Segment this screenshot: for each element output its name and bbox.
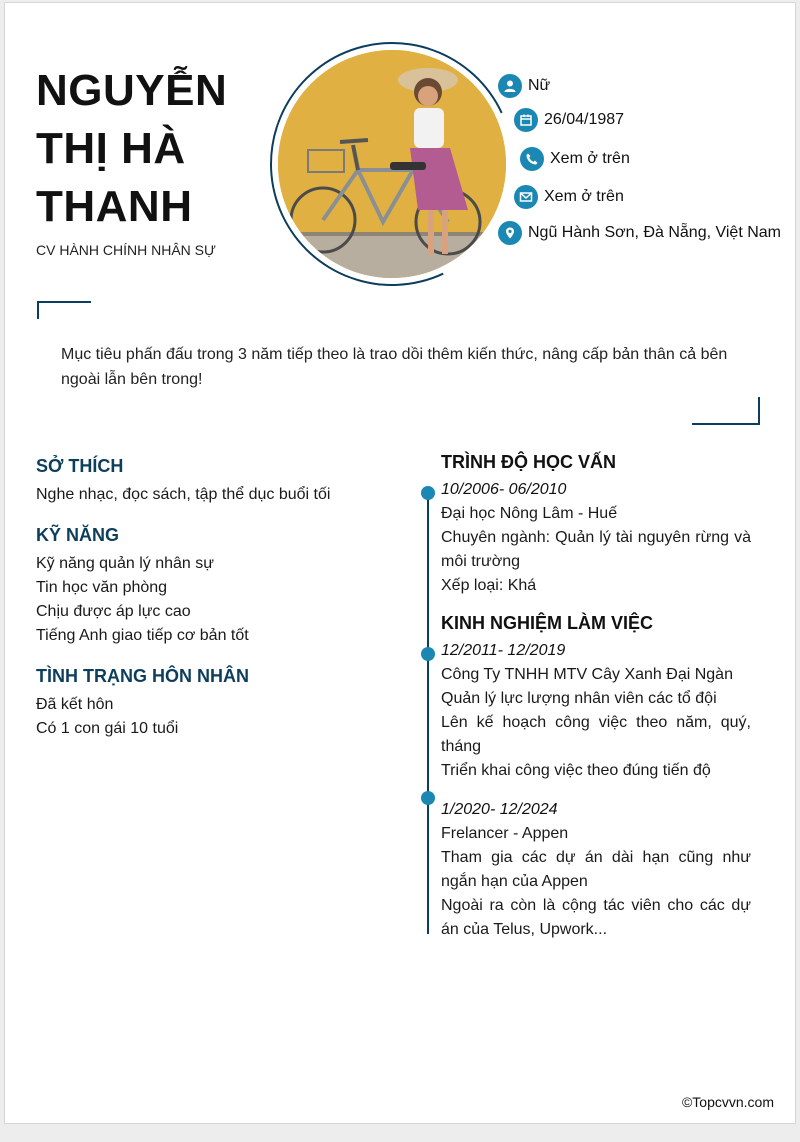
gender-value: Nữ — [528, 77, 551, 94]
skill-item: Tiếng Anh giao tiếp cơ bản tốt — [36, 627, 249, 644]
marital-item: Có 1 con gái 10 tuổi — [36, 720, 179, 737]
experience-entry — [441, 639, 751, 783]
footer-credit: ©Topcvvn.com — [681, 1094, 774, 1110]
education-major: Chuyên ngành: Quản lý tài nguyên rừng và môi trường — [441, 529, 751, 570]
timeline-dot — [421, 647, 435, 661]
timeline-dot — [421, 791, 435, 805]
email-icon — [514, 185, 538, 209]
job-line: Frelancer - Appen — [441, 825, 569, 842]
skill-item: Kỹ năng quản lý nhân sự — [36, 555, 214, 572]
cv-title: CV HÀNH CHÍNH NHÂN SỰ — [36, 242, 216, 258]
experience-title: KINH NGHIỆM LÀM VIỆC — [441, 613, 654, 633]
hobby-item: Nghe nhạc, đọc sách, tập thể dục buổi tối — [36, 486, 331, 503]
birthday-row — [514, 108, 624, 132]
phone-row — [520, 147, 630, 171]
skills-title: KỸ NĂNG — [36, 525, 120, 545]
quote-corner-top-left — [37, 301, 91, 319]
timeline-dot — [421, 486, 435, 500]
job-line: Tham gia các dự án dài hạn cũng như ngắn hạn của Appen — [441, 849, 751, 890]
quote-corner-bottom-right — [692, 397, 760, 425]
education-school: Đại học Nông Lâm - Huế — [441, 505, 618, 522]
left-column — [36, 456, 396, 759]
email-value[interactable]: Xem ở trên — [544, 188, 624, 205]
timeline-line — [427, 494, 429, 934]
marital-section — [36, 666, 396, 741]
profile-photo — [278, 50, 506, 278]
education-date: 10/2006- 06/2010 — [441, 481, 567, 498]
experience-entry — [441, 798, 751, 942]
user-icon — [498, 74, 522, 98]
skill-item: Chịu được áp lực cao — [36, 603, 191, 620]
job-line: Ngoài ra còn là cộng tác viên cho các dự án của Telus, Upwork... — [441, 897, 751, 938]
education-title: TRÌNH ĐỘ HỌC VẤN — [441, 452, 616, 472]
job-date: 1/2020- 12/2024 — [441, 801, 558, 818]
calendar-icon — [514, 108, 538, 132]
marital-title: TÌNH TRẠNG HÔN NHÂN — [36, 666, 249, 686]
education-grade: Xếp loại: Khá — [441, 577, 537, 594]
email-row — [514, 185, 624, 209]
job-line: Lên kế hoạch công việc theo năm, quý, tháng — [441, 714, 751, 755]
address-row — [498, 221, 781, 245]
marital-item: Đã kết hôn — [36, 696, 114, 713]
hobbies-section — [36, 456, 396, 507]
address-value: Ngũ Hành Sơn, Đà Nẵng, Việt Nam — [528, 224, 781, 241]
job-line: Triển khai công việc theo đúng tiến độ — [441, 762, 711, 779]
education-entry — [441, 478, 751, 598]
birthday-value: 26/04/1987 — [544, 111, 625, 128]
job-line: Quản lý lực lượng nhân viên các tổ đội — [441, 690, 717, 707]
right-column — [441, 450, 751, 942]
job-date: 12/2011- 12/2019 — [441, 642, 566, 659]
hobbies-title: SỞ THÍCH — [36, 456, 124, 476]
phone-icon — [520, 147, 544, 171]
name-line-1: NGUYỄN — [36, 66, 228, 115]
name-line-3: THANH — [36, 182, 193, 231]
candidate-name — [36, 62, 276, 236]
skill-item: Tin học văn phòng — [36, 579, 168, 596]
name-line-2: THỊ HÀ — [36, 124, 186, 173]
career-objective: Mục tiêu phấn đấu trong 3 năm tiếp theo là trao dồi thêm kiến thức, nâng cấp bản thân cả bên ngoài lẫn bên trong! — [61, 346, 728, 388]
job-line: Công Ty TNHH MTV Cây Xanh Đại Ngàn — [441, 666, 733, 683]
location-pin-icon — [498, 221, 522, 245]
skills-section — [36, 525, 396, 648]
gender-row — [498, 74, 550, 98]
phone-value[interactable]: Xem ở trên — [550, 150, 630, 167]
